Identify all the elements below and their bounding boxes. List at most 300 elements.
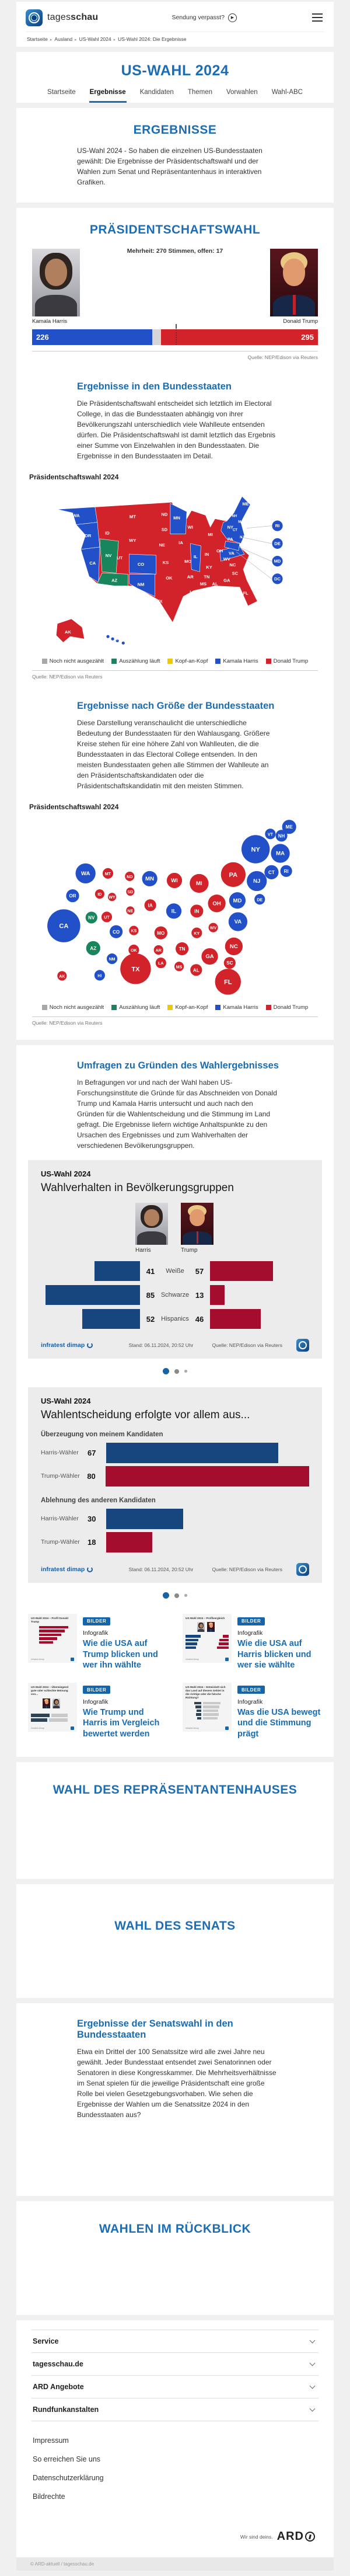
harris-photo bbox=[135, 1203, 168, 1245]
demographics-chart bbox=[41, 1261, 309, 1329]
teaser-thumbnail[interactable] bbox=[28, 1614, 77, 1663]
legend-swatch bbox=[167, 659, 173, 664]
ard-logo: ARD bbox=[277, 2530, 315, 2543]
senate-results-text: Etwa ein Drittel der 100 Senatssitze wird alle zwei Jahre neu gewählt. Jeder Bundesstaat entsendet zwei Senatorinnen oder Senatoren in diese Kongresskammer. Die Mehrheitsverhältnisse im Senat spielen für die jeweilige Präsidentschaft eine große Rolle bei vielen Gesetzgebungsvorhaben. Wie sehen die Ergebnisse der Wahlen um die Senatssitze 2024 in den Bundesstaaten aus? bbox=[77, 2048, 276, 2119]
footer-accordions bbox=[32, 2330, 318, 2421]
legend-swatch bbox=[111, 1005, 117, 1010]
state-label-CT: CT bbox=[232, 528, 237, 532]
svg-text:OK: OK bbox=[131, 949, 137, 953]
svg-text:OR: OR bbox=[69, 893, 76, 899]
breadcrumb-item[interactable]: Startseite bbox=[27, 36, 48, 42]
svg-text:NY: NY bbox=[251, 847, 260, 854]
footer-link-impressum[interactable]: Impressum bbox=[33, 2436, 69, 2445]
electoral-segment-h: 226 bbox=[32, 329, 152, 345]
pager-dot-1[interactable] bbox=[163, 1592, 169, 1599]
footer-accordion-ardangebote[interactable] bbox=[32, 2375, 318, 2398]
state-label-ME: ME bbox=[242, 501, 249, 507]
electoral-segment-o bbox=[152, 329, 161, 345]
majority-marker bbox=[176, 329, 177, 345]
stand-note: Stand: 06.11.2024, 20:52 Uhr bbox=[128, 1567, 194, 1573]
state-label-OH: OH bbox=[216, 548, 223, 554]
polls-title: Umfragen zu Gründen des Wahlergebnisses bbox=[77, 1060, 279, 1071]
row-label: Trump-Wähler bbox=[41, 1538, 80, 1546]
trump-photo bbox=[270, 249, 318, 316]
state-label-OR: OR bbox=[85, 532, 92, 538]
teaser-title-link[interactable]: Wie die USA auf Trump blicken und wer ihn wählte bbox=[83, 1639, 158, 1670]
svg-text:CA: CA bbox=[59, 923, 69, 931]
footer-link-bildrechte[interactable]: Bildrechte bbox=[33, 2493, 65, 2501]
results-intro-text: US-Wahl 2024 - So haben die einzelnen US-Bundesstaaten gewählt: Die Ergebnisse der Präsidentschaftswahl und der Wahlen zum Senat und Repräsentantenhaus in interaktiven Grafiken. bbox=[77, 147, 262, 186]
pager-dot-3[interactable] bbox=[184, 1594, 187, 1597]
legend-swatch bbox=[42, 1005, 47, 1010]
state-label-AZ: AZ bbox=[111, 577, 118, 583]
state-label-MS: MS bbox=[200, 581, 207, 587]
svg-text:MO: MO bbox=[157, 931, 165, 937]
teaser-kicker: Infografik bbox=[237, 1698, 263, 1705]
size-section-title: Ergebnisse nach Größe der Bundesstaaten bbox=[77, 701, 275, 712]
breadcrumb-separator: ▸ bbox=[75, 38, 77, 42]
svg-text:WV: WV bbox=[209, 927, 217, 931]
legend-swatch bbox=[42, 659, 47, 664]
tab-startseite[interactable]: Startseite bbox=[47, 89, 76, 96]
thumbnail-footer bbox=[186, 1658, 229, 1661]
ard-brand-row bbox=[32, 2515, 318, 2551]
source-note: Quelle: NEP/Edison via Reuters bbox=[32, 674, 103, 680]
stand-note: Stand: 06.11.2024, 20:52 Uhr bbox=[128, 1342, 194, 1349]
footer-accordion-service[interactable] bbox=[32, 2330, 318, 2352]
chart-row bbox=[41, 1507, 309, 1530]
state-label-VA: VA bbox=[228, 551, 235, 556]
accordion-label: ARD Angebote bbox=[33, 2383, 84, 2391]
legend-item bbox=[215, 1004, 258, 1011]
chevron-down-icon bbox=[310, 2406, 316, 2412]
state-label-MO: MO bbox=[184, 559, 192, 565]
candidate-trump bbox=[270, 249, 318, 325]
legend-item bbox=[42, 658, 104, 664]
svg-text:TX: TX bbox=[131, 966, 140, 973]
harris-value: 41 bbox=[146, 1266, 155, 1276]
state-label-IA: IA bbox=[178, 539, 183, 545]
tagesschau-logo-icon bbox=[26, 9, 43, 26]
svg-text:IL: IL bbox=[171, 908, 177, 915]
state-label-NJ: NJ bbox=[240, 535, 244, 539]
svg-text:ND: ND bbox=[127, 875, 133, 880]
svg-text:AK: AK bbox=[59, 974, 65, 979]
svg-text:NJ: NJ bbox=[253, 878, 261, 885]
harris-value: 52 bbox=[146, 1314, 155, 1324]
candidate-harris bbox=[32, 249, 80, 325]
play-icon: ▶ bbox=[228, 13, 237, 22]
harris-bar bbox=[106, 1509, 183, 1529]
us-states-cartogram[interactable] bbox=[16, 813, 334, 998]
legend-label: Donald Trump bbox=[273, 1004, 309, 1011]
state-label-WA: WA bbox=[72, 513, 80, 518]
svg-text:AZ: AZ bbox=[90, 946, 97, 952]
svg-text:NV: NV bbox=[88, 915, 95, 921]
state-label-MA: MA bbox=[238, 520, 244, 524]
breadcrumb-item[interactable]: US-Wahl 2024: Die Ergebnisse bbox=[118, 36, 187, 42]
polls-section bbox=[16, 1045, 334, 1757]
legend-item bbox=[111, 1004, 160, 1011]
trump-bar bbox=[106, 1532, 152, 1552]
electoral-college-widget bbox=[16, 245, 334, 366]
state-label-MI: MI bbox=[208, 531, 213, 537]
chart-row bbox=[41, 1464, 309, 1488]
cartogram-chart-label: Präsidentschaftswahl 2024 bbox=[29, 803, 119, 812]
state-label-IN: IN bbox=[204, 552, 209, 558]
state-label-NC: NC bbox=[229, 562, 236, 568]
svg-text:ME: ME bbox=[285, 824, 293, 830]
thumbnail-caption: US-Wahl 2024 – Entwickelt sich das Land auf diesem Gebiet in die richtige oder die falsche Richtung? bbox=[186, 1685, 226, 1700]
carousel-pager bbox=[16, 1583, 334, 1602]
trump-bar bbox=[210, 1285, 225, 1305]
harris-bar bbox=[82, 1309, 140, 1329]
tagesschau-logo-link[interactable] bbox=[26, 9, 98, 26]
senate-results-title: Ergebnisse der Senatswahl in den Bundesstaaten bbox=[77, 2018, 233, 2041]
state-label-PA: PA bbox=[227, 536, 233, 542]
infratest-dimap-logo: infratest dimap bbox=[41, 1342, 93, 1349]
chart-row bbox=[41, 1441, 309, 1464]
states-section-title: Ergebnisse in den Bundesstaaten bbox=[77, 381, 232, 392]
section-tabs bbox=[16, 89, 334, 103]
legend-swatch bbox=[215, 1005, 220, 1010]
svg-text:SC: SC bbox=[226, 960, 233, 966]
legend-swatch bbox=[266, 659, 271, 664]
row-value: 80 bbox=[87, 1471, 96, 1481]
harris-value: 85 bbox=[146, 1290, 155, 1300]
states-section-text: Die Präsidentschaftswahl entscheidet sich letztlich im Electoral College, in das die Bundesstaaten abhängig von ihrer Bevölkerungszahl unterschiedlich viele Wahlleute entsenden dürfen. Die Präsidentschaftswahl ist damit letztlich das Ergebnis einer Summe von Einzelwahlen in den Bundesstaaten. Die Ergebnisse in den Bundesstaaten im Detail. bbox=[77, 399, 276, 460]
trump-bar bbox=[210, 1261, 273, 1281]
infographic-footer bbox=[41, 1339, 309, 1352]
breadcrumb-item[interactable]: US-Wahl 2024 bbox=[79, 36, 111, 42]
svg-text:AL: AL bbox=[192, 967, 200, 973]
legend-label: Auszählung läuft bbox=[119, 658, 160, 665]
size-section-text: Diese Darstellung veranschaulicht die unterschiedliche Bedeutung der Bundesstaaten für den Wahlausgang. Größere Kreise stehen für eine höhere Zahl von Wahlleuten, die die Bundesstaaten in das Electoral College entsenden. In den meisten Bundesstaaten gehen alle Stimmen der Wahlleute an den Präsidentschaftskandidaten oder die Präsidentschaftskandidatin mit den meisten Stimmen. bbox=[77, 719, 270, 791]
teaser-thumbnail[interactable] bbox=[183, 1614, 232, 1663]
category-label: Hispanics bbox=[161, 1315, 189, 1323]
bilder-badge[interactable]: BILDER bbox=[237, 1686, 265, 1694]
trump-column bbox=[181, 1203, 215, 1254]
senate-results-section bbox=[16, 2003, 334, 2196]
thumb-portrait bbox=[52, 1698, 60, 1708]
source-note: Quelle: NEP/Edison via Reuters bbox=[212, 1567, 282, 1573]
legend-label: Kamala Harris bbox=[223, 658, 258, 665]
decision-chart bbox=[41, 1431, 309, 1554]
pager-dot-2[interactable] bbox=[174, 1369, 179, 1374]
infographic-footer bbox=[41, 1563, 309, 1576]
thumbnail-brand: infratest dimap bbox=[186, 1658, 199, 1661]
thumb-portrait bbox=[43, 1698, 50, 1708]
trump-bar bbox=[210, 1309, 261, 1329]
footer-accordion-rundfunkanstalten[interactable] bbox=[32, 2398, 318, 2421]
legend-label: Kopf-an-Kopf bbox=[175, 1004, 208, 1011]
map-chart-label: Präsidentschaftswahl 2024 bbox=[29, 473, 119, 481]
thumb-portrait bbox=[207, 1622, 215, 1632]
svg-text:NE: NE bbox=[127, 909, 134, 914]
house-title: WAHL DES REPRÄSENTANTENHAUSES bbox=[52, 1783, 298, 1797]
accordion-label: Rundfunkanstalten bbox=[33, 2406, 99, 2414]
svg-text:MD: MD bbox=[274, 558, 281, 564]
svg-text:MA: MA bbox=[276, 851, 285, 858]
state-label-WI: WI bbox=[187, 524, 193, 530]
tab-themen[interactable]: Themen bbox=[187, 89, 212, 96]
bilder-badge[interactable]: BILDER bbox=[237, 1617, 265, 1625]
infographic-title: Wahlentscheidung erfolgte vor allem aus... bbox=[41, 1409, 250, 1422]
svg-text:NM: NM bbox=[108, 958, 116, 962]
svg-text:DC: DC bbox=[274, 576, 281, 582]
tab-kandidaten[interactable]: Kandidaten bbox=[139, 89, 174, 96]
legend-label: Kamala Harris bbox=[223, 1004, 258, 1011]
chart-row bbox=[41, 1308, 309, 1329]
thumbnail-footer bbox=[31, 1726, 74, 1730]
svg-text:ID: ID bbox=[97, 893, 102, 897]
legend-label: Kopf-an-Kopf bbox=[175, 658, 208, 665]
accordion-label: tagesschau.de bbox=[33, 2360, 83, 2369]
accordion-label: Service bbox=[33, 2337, 59, 2346]
infographic-title: Wahlverhalten in Bevölkerungsgruppen bbox=[41, 1182, 234, 1195]
house-section bbox=[16, 1762, 334, 1879]
breadcrumb-separator: ▸ bbox=[113, 38, 116, 42]
legend-label: Noch nicht ausgezählt bbox=[49, 1004, 104, 1011]
svg-text:HI: HI bbox=[97, 974, 102, 979]
teaser-grid bbox=[16, 1602, 334, 1757]
ard-tagline: Wir sind deins. bbox=[240, 2533, 273, 2540]
menu-button[interactable] bbox=[310, 12, 324, 23]
tab-wahlabc[interactable]: Wahl-ABC bbox=[271, 89, 303, 96]
electoral-segment-t: 295 bbox=[161, 329, 318, 345]
trump-value: 46 bbox=[195, 1314, 204, 1324]
svg-text:NC: NC bbox=[229, 944, 238, 951]
state-label-TX: TX bbox=[156, 598, 163, 604]
state-label-AL: AL bbox=[212, 581, 218, 587]
teaser-kicker: Infografik bbox=[83, 1630, 108, 1637]
trump-label: Trump bbox=[181, 1247, 198, 1254]
teaser-item bbox=[183, 1614, 322, 1671]
state-label-FL: FL bbox=[243, 590, 249, 596]
tagesschau-icon bbox=[296, 1339, 309, 1352]
state-label-MT: MT bbox=[129, 514, 136, 520]
breadcrumb-separator: ▸ bbox=[50, 38, 52, 42]
breadcrumb bbox=[26, 32, 324, 47]
chart-row bbox=[41, 1530, 309, 1554]
harris-bar bbox=[46, 1285, 140, 1305]
state-label-AR: AR bbox=[187, 574, 194, 580]
row-label: Harris-Wähler bbox=[41, 1449, 79, 1457]
state-label-MN: MN bbox=[173, 515, 180, 521]
svg-text:WI: WI bbox=[171, 878, 178, 885]
pager-dot-2[interactable] bbox=[174, 1593, 179, 1598]
sendung-verpasst-link[interactable] bbox=[172, 13, 236, 22]
teaser-kicker: Infografik bbox=[83, 1698, 108, 1705]
source-note: Quelle: NEP/Edison via Reuters bbox=[247, 354, 318, 360]
legend-item bbox=[266, 1004, 309, 1011]
svg-text:MT: MT bbox=[104, 872, 111, 877]
footer-links bbox=[32, 2421, 318, 2515]
state-label-ND: ND bbox=[161, 511, 168, 517]
legend-item bbox=[42, 1004, 104, 1011]
svg-text:RI: RI bbox=[284, 869, 289, 875]
row-value: 18 bbox=[88, 1537, 96, 1547]
thumbnail-brand: infratest dimap bbox=[31, 1726, 44, 1729]
bilder-badge[interactable]: BILDER bbox=[83, 1617, 110, 1625]
state-label-SC: SC bbox=[232, 570, 239, 576]
harris-name: Kamala Harris bbox=[32, 318, 68, 325]
svg-text:FL: FL bbox=[224, 979, 232, 986]
ard-one-icon bbox=[305, 2532, 315, 2542]
svg-text:MN: MN bbox=[145, 876, 155, 883]
state-label-AK: AK bbox=[64, 629, 71, 635]
infographic-decision bbox=[28, 1387, 322, 1583]
infratest-dimap-logo: infratest dimap bbox=[41, 1566, 93, 1573]
tab-ergebnisse[interactable]: Ergebnisse bbox=[89, 89, 127, 103]
legend-item bbox=[111, 658, 160, 664]
legend-label: Donald Trump bbox=[273, 658, 309, 665]
infographic-kicker: US-Wahl 2024 bbox=[41, 1397, 91, 1406]
harris-label: Harris bbox=[135, 1247, 151, 1254]
pager-dot-1[interactable] bbox=[163, 1368, 169, 1374]
thumbnail-caption: US-Wahl 2024 – Profil Donald Trump bbox=[31, 1617, 68, 1624]
legend-swatch bbox=[266, 1005, 271, 1010]
svg-text:KY: KY bbox=[194, 932, 200, 937]
state-label-TN: TN bbox=[204, 574, 210, 580]
source-note: Quelle: NEP/Edison via Reuters bbox=[212, 1342, 282, 1349]
brand-text: tagesschau bbox=[47, 12, 99, 22]
group-label: Überzeugung von meinem Kandidaten bbox=[41, 1431, 163, 1439]
title-section bbox=[16, 52, 334, 103]
svg-text:CO: CO bbox=[113, 930, 120, 935]
us-states-map[interactable] bbox=[16, 483, 334, 652]
review-title: WAHLEN IM RÜCKBLICK bbox=[99, 2222, 251, 2236]
row-value: 30 bbox=[88, 1514, 96, 1523]
state-label-NV: NV bbox=[105, 553, 112, 559]
footer-accordion-tagesschaude[interactable] bbox=[32, 2352, 318, 2375]
electoral-bar bbox=[32, 329, 318, 345]
teaser-title-link[interactable]: Wie die USA auf Harris blicken und wer sie wählte bbox=[237, 1639, 312, 1670]
footer-link-datenschutzerklrung[interactable]: Datenschutzerklärung bbox=[33, 2474, 104, 2483]
svg-text:NH: NH bbox=[278, 833, 285, 839]
state-label-LA: LA bbox=[190, 589, 196, 595]
svg-text:DE: DE bbox=[257, 898, 263, 903]
svg-text:LA: LA bbox=[158, 962, 164, 966]
group-label: Ablehnung des anderen Kandidaten bbox=[41, 1497, 156, 1505]
footer bbox=[16, 2320, 334, 2571]
review-section bbox=[16, 2201, 334, 2315]
svg-text:GA: GA bbox=[205, 953, 214, 960]
chart-row bbox=[41, 1261, 309, 1282]
carousel-pager bbox=[16, 1359, 334, 1378]
svg-text:UT: UT bbox=[104, 916, 110, 921]
harris-bar bbox=[106, 1443, 278, 1463]
state-label-UT: UT bbox=[117, 555, 123, 561]
state-label-OK: OK bbox=[166, 575, 173, 581]
svg-text:OH: OH bbox=[212, 900, 221, 907]
trump-photo bbox=[181, 1203, 214, 1245]
legend-item bbox=[167, 1004, 208, 1011]
thumbnail-brand: infratest dimap bbox=[31, 1658, 44, 1661]
state-label-KY: KY bbox=[206, 565, 212, 570]
svg-text:DE: DE bbox=[274, 541, 281, 546]
thumbnail-caption: US-Wahl 2024 – Profilvergleich bbox=[186, 1617, 225, 1620]
thumbnail-brand: infratest dimap bbox=[186, 1726, 199, 1729]
state-label-CA: CA bbox=[89, 561, 96, 566]
teaser-title-link[interactable]: Wie Trump und Harris im Vergleich bewertet werden bbox=[83, 1707, 160, 1739]
row-label: Trump-Wähler bbox=[41, 1473, 80, 1480]
pager-dot-3[interactable] bbox=[184, 1370, 187, 1373]
tab-vorwahlen[interactable]: Vorwahlen bbox=[226, 89, 258, 96]
state-label-CO: CO bbox=[137, 562, 145, 568]
svg-text:MI: MI bbox=[196, 880, 202, 887]
legend-item bbox=[215, 658, 258, 664]
thumb-portrait bbox=[197, 1622, 205, 1632]
svg-text:WA: WA bbox=[80, 871, 90, 878]
state-label-ID: ID bbox=[105, 530, 110, 536]
trump-bar bbox=[106, 1466, 309, 1487]
svg-text:VT: VT bbox=[267, 833, 273, 837]
breadcrumb-item[interactable]: Ausland bbox=[54, 36, 73, 42]
state-label-VT: VT bbox=[223, 517, 229, 521]
footer-link-soerreichensieuns[interactable]: So erreichen Sie uns bbox=[33, 2455, 101, 2464]
president-title: PRÄSIDENTSCHAFTSWAHL bbox=[89, 223, 261, 236]
chevron-down-icon bbox=[310, 2383, 316, 2389]
bilder-badge[interactable]: BILDER bbox=[83, 1686, 110, 1694]
senate-title: WAHL DES SENATS bbox=[114, 1919, 236, 1933]
state-label-KS: KS bbox=[162, 560, 169, 566]
teaser-thumbnail[interactable] bbox=[28, 1683, 77, 1732]
teaser-thumbnail[interactable] bbox=[183, 1683, 232, 1732]
row-value: 67 bbox=[88, 1448, 96, 1457]
results-intro-title: ERGEBNISSE bbox=[133, 123, 217, 137]
chevron-down-icon bbox=[310, 2338, 316, 2344]
president-section bbox=[16, 208, 334, 1040]
legend-swatch bbox=[215, 659, 220, 664]
category-label: Weiße bbox=[166, 1268, 184, 1275]
sendung-verpasst-label: Sendung verpasst? bbox=[172, 14, 225, 21]
state-label-NE: NE bbox=[159, 542, 166, 548]
thumbnail-footer bbox=[186, 1726, 229, 1730]
legend-item bbox=[167, 658, 208, 664]
row-label: Harris-Wähler bbox=[41, 1515, 79, 1523]
state-label-NY: NY bbox=[227, 524, 234, 530]
map-legend bbox=[16, 652, 334, 666]
page-title: US-WAHL 2024 bbox=[121, 62, 229, 79]
state-label-WV: WV bbox=[223, 556, 230, 562]
source-note: Quelle: NEP/Edison via Reuters bbox=[32, 1020, 103, 1026]
state-label-NH: NH bbox=[232, 514, 237, 518]
svg-text:PA: PA bbox=[229, 872, 238, 879]
teaser-kicker: Infografik bbox=[237, 1630, 263, 1637]
harris-photo bbox=[32, 249, 80, 316]
thumbnail-caption: US-Wahl 2024 – Überwiegend gute oder schlechte Meinung von... bbox=[31, 1685, 69, 1696]
svg-text:VA: VA bbox=[234, 919, 242, 926]
trump-name: Donald Trump bbox=[283, 318, 318, 325]
svg-text:IN: IN bbox=[194, 908, 200, 914]
harris-bar bbox=[94, 1261, 140, 1281]
state-label-IL: IL bbox=[193, 554, 198, 560]
svg-text:MD: MD bbox=[233, 897, 242, 904]
trump-value: 13 bbox=[195, 1290, 204, 1300]
svg-text:WY: WY bbox=[108, 896, 116, 900]
thumbnail-footer bbox=[31, 1658, 74, 1661]
teaser-title-link[interactable]: Was die USA bewegt und die Stimmung prägt bbox=[237, 1707, 321, 1739]
svg-text:TN: TN bbox=[178, 946, 186, 952]
svg-text:KS: KS bbox=[131, 930, 137, 934]
svg-text:AR: AR bbox=[155, 949, 162, 953]
svg-text:MS: MS bbox=[176, 965, 183, 970]
teaser-item bbox=[28, 1614, 167, 1671]
category-label: Schwarze bbox=[160, 1292, 190, 1299]
chart-row bbox=[41, 1284, 309, 1306]
state-label-WY: WY bbox=[129, 537, 136, 543]
